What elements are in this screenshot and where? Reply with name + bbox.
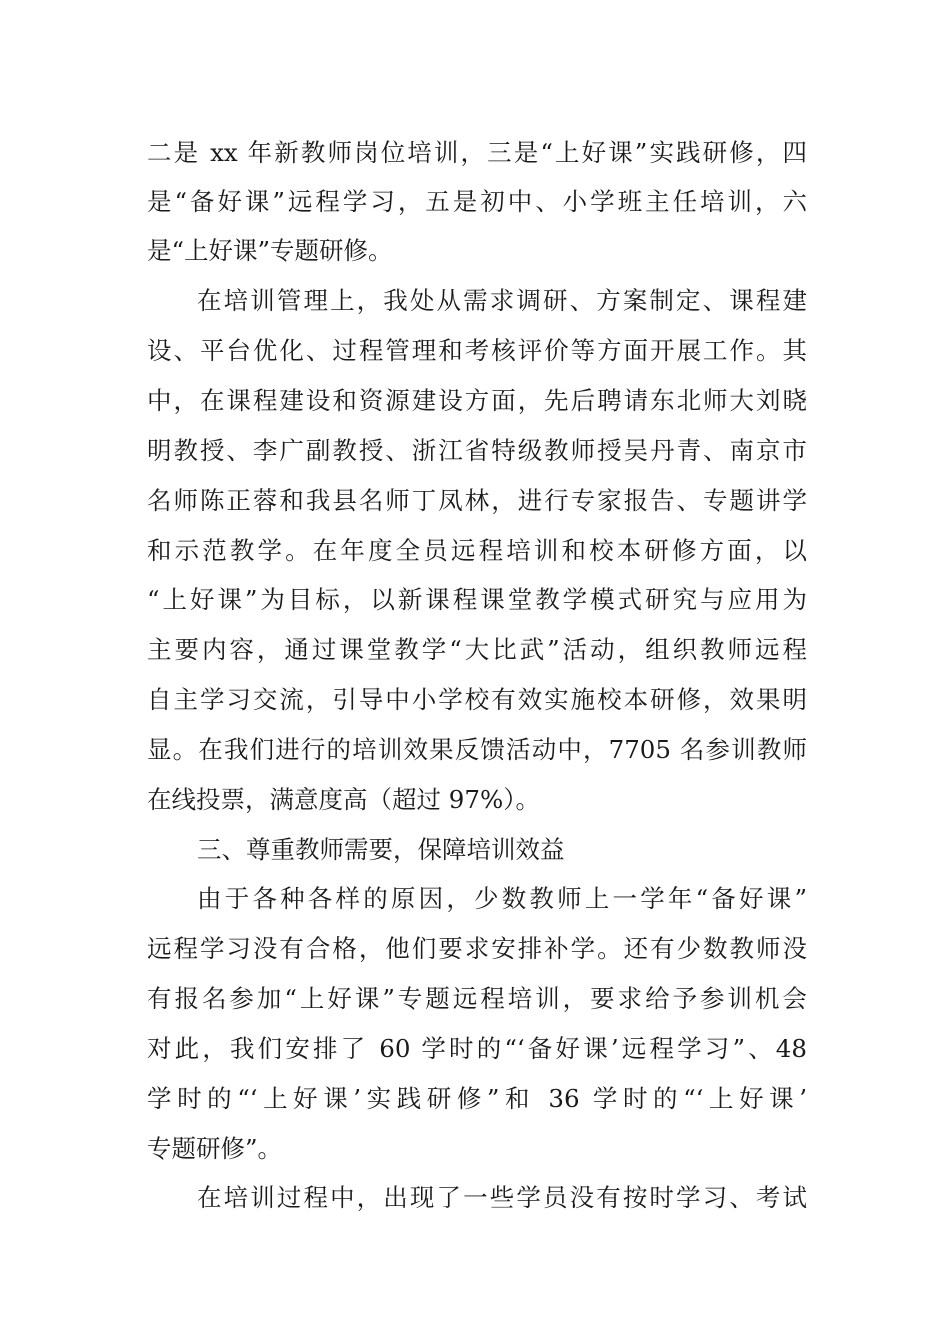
text-line: 设、平台优化、过程管理和考核评价等方面开展工作。其	[147, 336, 807, 365]
text-line: 和示范教学。在年度全员远程培训和校本研修方面，以	[147, 536, 807, 565]
paragraph-first-line: 在培训过程中，出现了一些学员没有按时学习、考试	[197, 1183, 807, 1212]
text-line: 对此，我们安排了 60 学时的“‘备好课’远程学习”、48	[147, 1034, 807, 1063]
text-line: 是“上好课”专题研修。	[147, 236, 393, 265]
paragraph-first-line: 由于各种各样的原因，少数教师上一学年“备好课”	[197, 884, 807, 913]
text-line: 明教授、李广副教授、浙江省特级教师授吴丹青、南京市	[147, 436, 807, 465]
text-line: 学时的“‘上好课’实践研修”和 36 学时的“‘上好课’	[147, 1084, 807, 1113]
text-line: 有报名参加“上好课”专题远程培训，要求给予参训机会	[147, 984, 807, 1013]
text-line: 中，在课程建设和资源建设方面，先后聘请东北师大刘晓	[147, 386, 807, 415]
text-line: 二是 xx 年新教师岗位培训，三是“上好课”实践研修，四	[147, 138, 807, 167]
text-line: 自主学习交流，引导中小学校有效实施校本研修，效果明	[147, 685, 807, 714]
text-line: 主要内容，通过课堂教学“大比武”活动，组织教师远程	[147, 635, 807, 664]
text-line: 专题研修”。	[147, 1134, 283, 1163]
text-line: 名师陈正蓉和我县名师丁凤林，进行专家报告、专题讲学	[147, 486, 807, 515]
text-line: 在线投票，满意度高（超过 97%）。	[147, 785, 540, 814]
text-line: 是“备好课”远程学习，五是初中、小学班主任培训，六	[147, 187, 807, 216]
text-line: 远程学习没有合格，他们要求安排补学。还有少数教师没	[147, 934, 807, 963]
text-line: 显。在我们进行的培训效果反馈活动中，7705 名参训教师	[147, 735, 807, 764]
section-heading: 三、尊重教师需要，保障培训效益	[197, 835, 565, 864]
paragraph-first-line: 在培训管理上，我处从需求调研、方案制定、课程建	[197, 286, 807, 315]
text-line: “上好课”为目标，以新课程课堂教学模式研究与应用为	[147, 585, 807, 614]
